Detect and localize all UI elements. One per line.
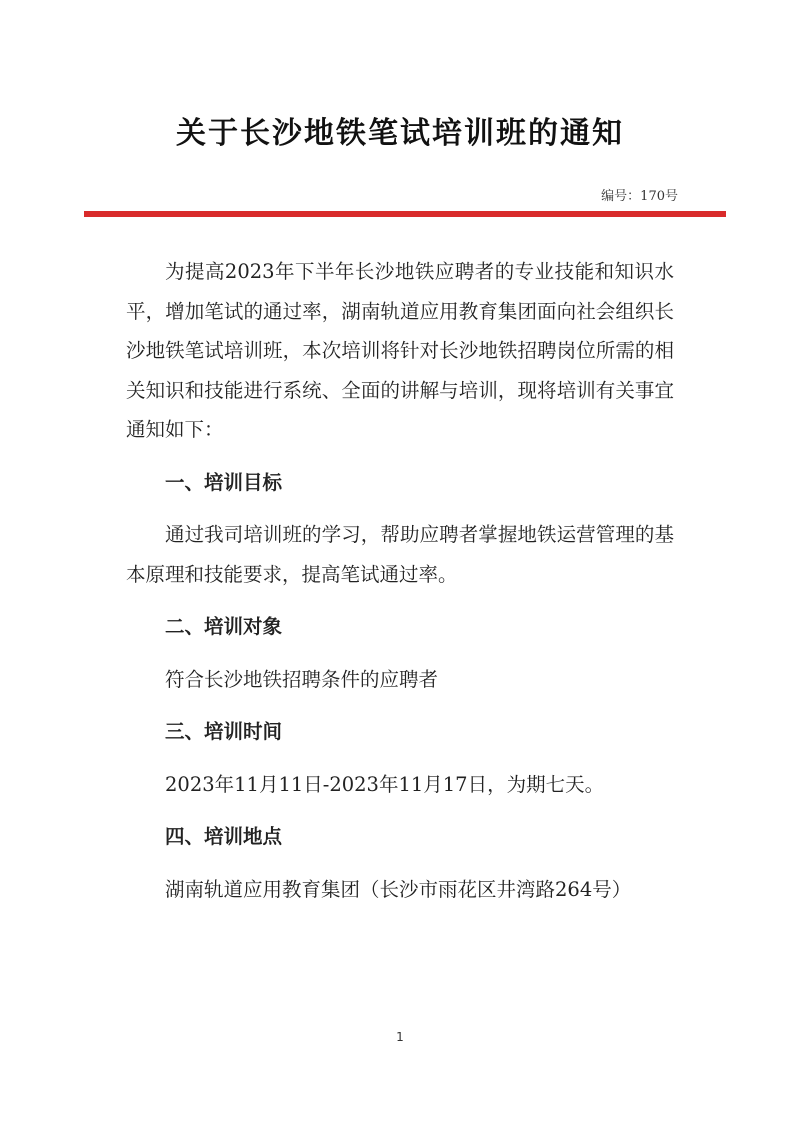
document-number: 编号：170号 xyxy=(601,189,678,204)
section-heading-goals: 一、培训目标 xyxy=(165,470,283,494)
section-body-goals: 通过我司培训班的学习，帮助应聘者掌握地铁运营管理的基本原理和技能要求，提高笔试通过率。 xyxy=(126,523,674,586)
section-heading-location: 四、培训地点 xyxy=(165,825,283,848)
section-body-time: 2023年11月11日-2023年11月17日，为期七天。 xyxy=(165,772,605,796)
section-heading-time: 三、培训时间 xyxy=(165,720,283,743)
header-divider xyxy=(84,211,726,217)
page-number: 1 xyxy=(396,1030,404,1044)
section-heading-audience: 二、培训对象 xyxy=(165,615,283,638)
document-title: 关于长沙地铁笔试培训班的通知 xyxy=(176,116,624,151)
section-body-audience: 符合长沙地铁招聘条件的应聘者 xyxy=(165,667,439,691)
section-body-location: 湖南轨道应用教育集团（长沙市雨花区井湾路264号） xyxy=(165,877,632,901)
document-body xyxy=(126,252,674,922)
intro-paragraph: 为提高2023年下半年长沙地铁应聘者的专业技能和知识水平，增加笔试的通过率，湖南轨道应用教育集团面向社会组织长沙地铁笔试培训班，本次培训将针对长沙地铁招聘岗位所需的相关知识和技能进行系统、全面的讲解与培训，现将培训有关事宜通知如下： xyxy=(126,260,674,441)
